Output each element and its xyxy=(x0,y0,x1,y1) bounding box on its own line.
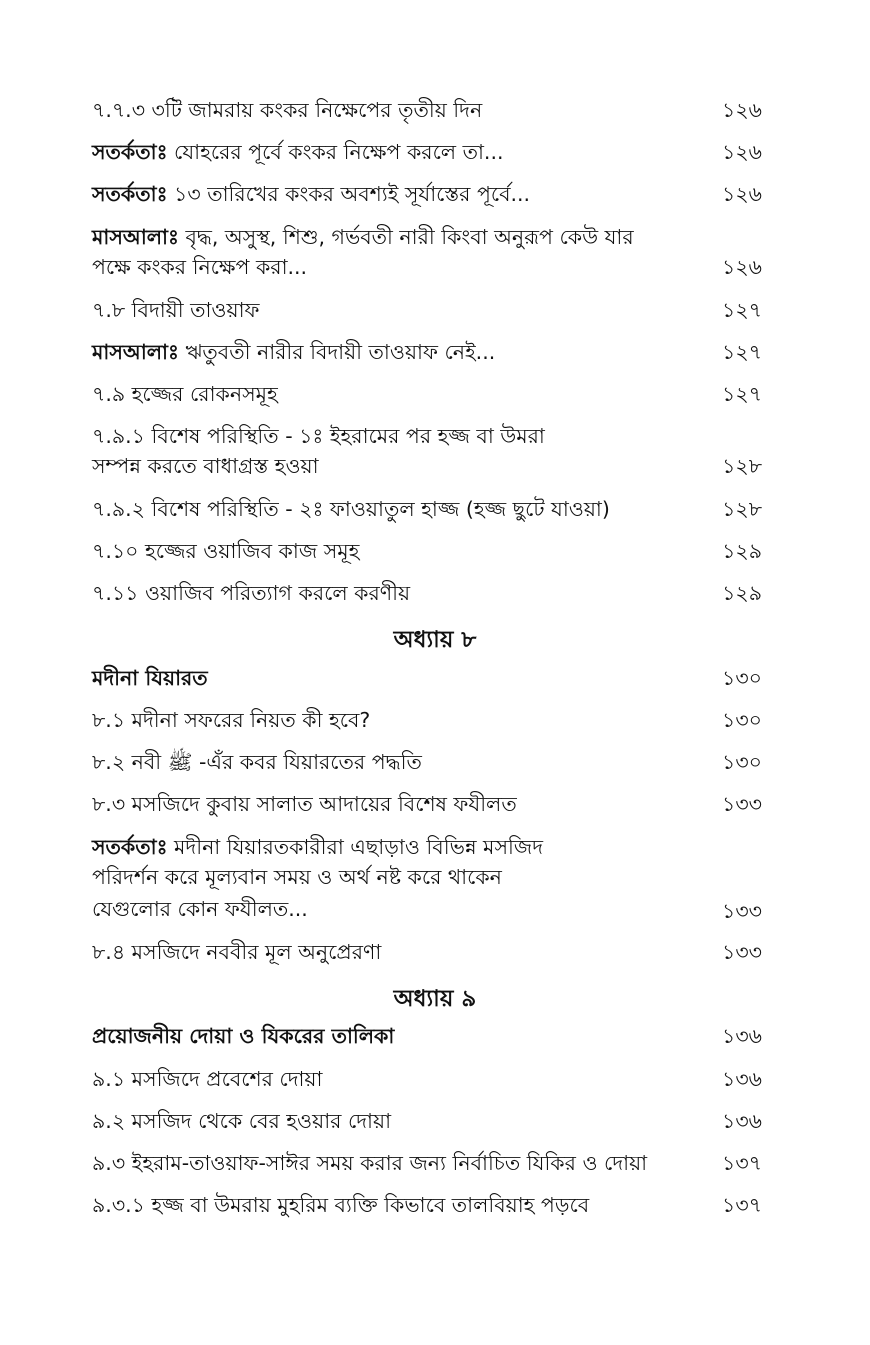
page-number: ১২৬ xyxy=(722,255,762,279)
page-number: ১৩৩ xyxy=(722,940,762,964)
page-number: ১২৮ xyxy=(722,454,762,478)
page-number: ১২৬ xyxy=(722,98,762,122)
toc-entry xyxy=(92,705,762,735)
page-number: ১২৯ xyxy=(722,539,762,563)
page-number: ১৩০ xyxy=(722,708,762,732)
entry-text: ৯.১ মসজিদে প্রবেশের দোয়া xyxy=(92,1067,323,1091)
entry-text: ৯.৩.১ হজ্জ বা উমরায় মুহরিম ব্যক্তি কিভাবে তালবিয়াহ পড়বে xyxy=(92,1193,590,1217)
chapter-heading: অধ্যায় ৯ xyxy=(393,986,477,1012)
page-number: ১৩০ xyxy=(722,750,762,774)
entry-text: ৭.১০ হজ্জের ওয়াজিব কাজ সমূহ xyxy=(92,539,360,563)
toc-entry xyxy=(92,536,762,566)
entry-text: ৭.৮ বিদায়ী তাওয়াফ xyxy=(92,298,260,322)
toc-entry xyxy=(92,1190,762,1220)
page-number: ১৩৭ xyxy=(722,1151,762,1175)
caution-label: সতর্কতাঃ xyxy=(92,835,168,859)
page-number: ১৩০ xyxy=(722,666,762,690)
toc-entry xyxy=(92,578,762,608)
page-number: ১২৭ xyxy=(722,382,762,406)
entry-text: ৭.১১ ওয়াজিব পরিত্যাগ করলে করণীয় xyxy=(92,581,411,605)
entry-text: ঋতুবতী নারীর বিদায়ী তাওয়াফ নেই... xyxy=(178,340,496,364)
caution-label: সতর্কতাঃ xyxy=(92,182,168,206)
toc-entry xyxy=(92,1064,762,1094)
page-number: ১২৭ xyxy=(722,340,762,364)
toc-entry xyxy=(92,747,762,777)
chapter-heading: অধ্যায় ৮ xyxy=(393,627,477,653)
entry-text-cont: সম্পন্ন করতে বাধাগ্রস্ত হওয়া xyxy=(92,454,319,478)
page-number: ১৩৬ xyxy=(722,1067,762,1091)
entry-text-cont: যেগুলোর কোন ফযীলত... xyxy=(92,897,308,921)
caution-label: সতর্কতাঃ xyxy=(92,140,168,164)
page-number: ১২৬ xyxy=(722,182,762,206)
toc-entry xyxy=(92,832,762,926)
toc-entry xyxy=(92,789,762,819)
entry-text: ৭.৭.৩ ৩টি জামরায় কংকর নিক্ষেপের তৃতীয় দিন xyxy=(92,98,483,122)
entry-text: ৮.২ নবী ﷺ -এঁর কবর যিয়ারতের পদ্ধতি xyxy=(92,750,422,774)
section-title: প্রয়োজনীয় দোয়া ও যিকরের তালিকা xyxy=(92,1024,395,1048)
toc-entry xyxy=(92,1148,762,1178)
entry-text: ৭.৯.২ বিশেষ পরিস্থিতি - ২ঃ ফাওয়াতুল হাজ্জ (হজ্জ ছুটে যাওয়া) xyxy=(92,497,610,521)
entry-text: ৮.১ মদীনা সফরের নিয়ত কী হবে? xyxy=(92,708,371,732)
toc-entry xyxy=(92,937,762,967)
page-number: ১২৬ xyxy=(722,140,762,164)
page-number: ১৩৬ xyxy=(722,1024,762,1048)
toc-entry xyxy=(92,137,762,167)
entry-text-cont: পক্ষে কংকর নিক্ষেপ করা... xyxy=(92,255,308,279)
entry-text: ৮.৩ মসজিদে কুবায় সালাত আদায়ের বিশেষ ফযীলত xyxy=(92,792,517,816)
masala-label: মাসআলাঃ xyxy=(92,340,179,364)
entry-text: মদীনা যিয়ারতকারীরা এছাড়াও বিভিন্ন মসজিদ xyxy=(167,835,543,859)
entry-text: ৯.৩ ইহরাম-তাওয়াফ-সাঈর সময় করার জন্য নির্বাচিত যিকির ও দোয়া xyxy=(92,1151,648,1175)
page-number: ১৩৩ xyxy=(722,899,762,923)
page-number: ১২৯ xyxy=(722,581,762,605)
entry-text: বৃদ্ধ, অসুস্থ, শিশু, গর্ভবতী নারী কিংবা অনুরূপ কেউ যার xyxy=(178,225,634,249)
entry-text: ১৩ তারিখের কংকর অবশ্যই সূর্যাস্তের পূর্বে... xyxy=(167,182,531,206)
toc-entry xyxy=(92,222,762,282)
page-number: ১২৭ xyxy=(722,298,762,322)
entry-text: ৮.৪ মসজিদে নববীর মূল অনুপ্রেরণা xyxy=(92,940,382,964)
toc-section-entry xyxy=(92,1021,762,1051)
toc-entry xyxy=(92,295,762,325)
page-number: ১৩৬ xyxy=(722,1109,762,1133)
toc-entry xyxy=(92,421,762,481)
toc-entry xyxy=(92,95,762,125)
entry-text: ৭.৯ হজ্জের রোকনসমূহ xyxy=(92,382,278,406)
toc-section-entry xyxy=(92,663,762,693)
toc-entry xyxy=(92,179,762,209)
entry-text-cont: পরিদর্শন করে মূল্যবান সময় ও অর্থ নষ্ট করে থাকেন xyxy=(92,865,502,889)
page-number: ১২৮ xyxy=(722,497,762,521)
toc-entry xyxy=(92,494,762,524)
entry-text: ৯.২ মসজিদ থেকে বের হওয়ার দোয়া xyxy=(92,1109,392,1133)
entry-text: ৭.৯.১ বিশেষ পরিস্থিতি - ১ঃ ইহরামের পর হজ্জ বা উমরা xyxy=(92,424,545,448)
masala-label: মাসআলাঃ xyxy=(92,225,179,249)
toc-entry xyxy=(92,337,762,367)
entry-text: যোহরের পূর্বে কংকর নিক্ষেপ করলে তা... xyxy=(167,140,504,164)
toc-entry xyxy=(92,379,762,409)
toc-entry xyxy=(92,1106,762,1136)
section-title: মদীনা যিয়ারত xyxy=(92,666,208,690)
page-number: ১৩৭ xyxy=(722,1193,762,1217)
page-number: ১৩৩ xyxy=(722,792,762,816)
